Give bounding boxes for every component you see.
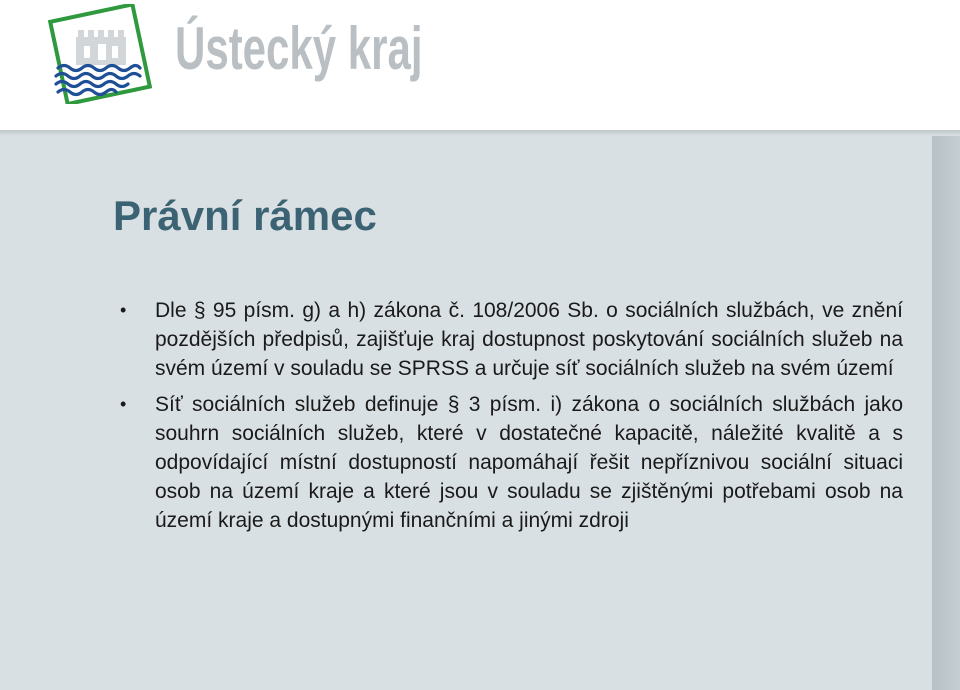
header-bar bbox=[0, 0, 960, 130]
bullet-list bbox=[120, 296, 903, 542]
slide-title: Právní rámec bbox=[113, 192, 377, 239]
bullet-item bbox=[120, 296, 903, 383]
right-decorative-bar bbox=[932, 136, 960, 690]
bullet-item bbox=[120, 390, 903, 535]
bullet-text: Síť sociálních služeb definuje § 3 písm. i) zákona o sociálních službách jako souhrn sociálních služeb, které v dostatečné kapacitě, náležité kvalitě a s odpovídající místní dostupností napomáhají řešit nepříznivou sociální situaci osob na území kraje a které jsou v souladu se zjištěnými potřebami osob na území kraje a dostupnými finančními a jinými zdroji bbox=[155, 393, 903, 532]
brand-name: Ústecký kraj bbox=[175, 15, 423, 82]
bullet-icon: • bbox=[120, 394, 127, 414]
header-divider bbox=[0, 130, 960, 136]
bullet-text: Dle § 95 písm. g) a h) zákona č. 108/2006 Sb. o sociálních službách, ve znění pozdějších předpisů, zajišťuje kraj dostupnost poskytování sociálních služeb na svém území v souladu se SPRSS a určuje síť sociálních služeb na svém území bbox=[155, 299, 903, 380]
ustecky-kraj-emblem-icon bbox=[48, 4, 154, 104]
bullet-icon: • bbox=[120, 300, 127, 320]
